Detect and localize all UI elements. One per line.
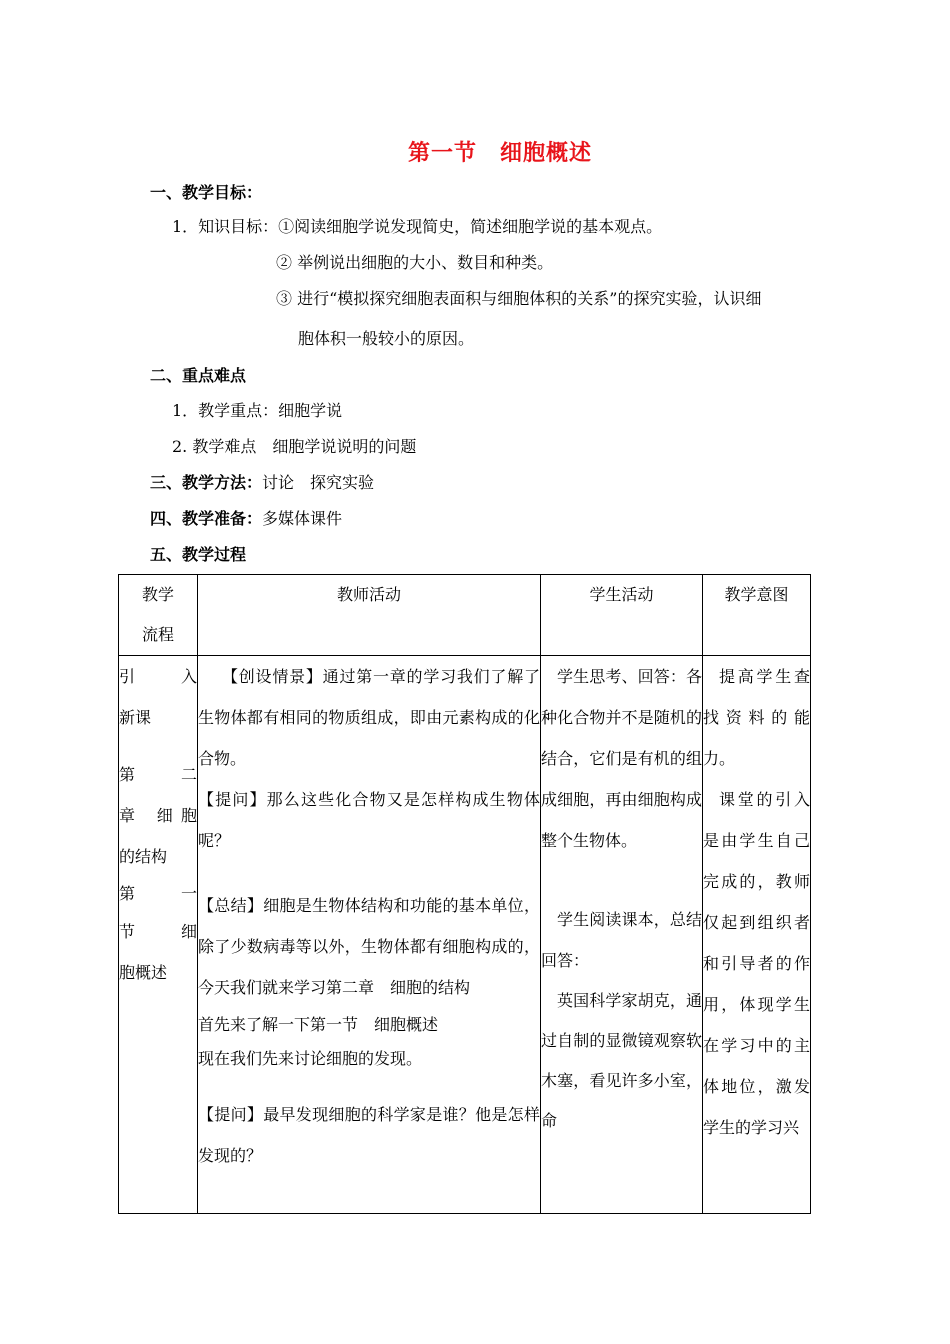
methods-value: 讨论 探究实验: [262, 473, 375, 492]
header-flow-line-1: 教学: [141, 585, 174, 604]
student-paragraph: 学生思考、回答：各种化合物并不是随机的结合，它们是有机的组成细胞，再由细胞构成整个生物体。: [541, 667, 702, 850]
header-flow-line-2: 流程: [141, 625, 174, 644]
flow-line: 胞概述: [119, 963, 168, 982]
student-paragraph: 学生阅读课本，总结回答：: [541, 910, 702, 970]
teacher-paragraph: 【总结】细胞是生物体结构和功能的基本单位，除了少数病毒等以外，生物体都有细胞构成的，今天我们就来学习第二章 细胞的结构: [198, 896, 540, 997]
teacher-paragraph: 首先来了解一下第一节 细胞概述: [198, 1015, 439, 1034]
flow-line: 章 细胞: [119, 806, 197, 825]
page-title: 第一节 细胞概述: [407, 141, 592, 166]
teacher-paragraph: 【提问】最早发现细胞的科学家是谁？他是怎样发现的？: [198, 1105, 540, 1165]
flow-line: 新课: [119, 708, 152, 727]
table-header-row: [119, 575, 811, 656]
teacher-paragraph: 【创设情景】通过第一章的学习我们了解了生物体都有相同的物质组成，即由元素构成的化合物。: [198, 667, 540, 768]
flow-line: 引 入: [119, 667, 197, 686]
flow-cell: [119, 656, 198, 1214]
objective-line-2: ② 举例说出细胞的大小、数目和种类。: [276, 253, 554, 272]
header-intent: 教学意图: [703, 575, 811, 656]
section-heading-keypoints: 二、重点难点: [150, 366, 247, 385]
teacher-paragraph: 【提问】那么这些化合物又是怎样构成生物体呢？: [198, 790, 540, 850]
objective-line-4: 胞体积一般较小的原因。: [298, 329, 475, 348]
keypoint-line-1: 1．教学重点：细胞学说: [172, 401, 343, 420]
flow-line: 的结构: [119, 847, 168, 866]
header-student: 学生活动: [541, 575, 703, 656]
header-teacher: 教师活动: [198, 575, 541, 656]
student-paragraph: 英国科学家胡克，通过自制的显微镜观察软木塞，看见许多小室，命: [541, 991, 702, 1130]
objective-line-3: ③ 进行“模拟探究细胞表面积与细胞体积的关系”的探究实验，认识细: [276, 289, 762, 308]
student-activity-cell: [541, 656, 703, 1214]
teacher-paragraph: 现在我们先来讨论细胞的发现。: [198, 1049, 423, 1068]
flow-line: 第 一: [119, 884, 197, 903]
section-heading-objectives: 一、教学目标：: [150, 183, 263, 202]
section-heading-process: 五、教学过程: [150, 545, 247, 564]
keypoint-line-2: 2. 教学难点 细胞学说说明的问题: [172, 437, 417, 456]
objective-line-1: 1．知识目标：①阅读细胞学说发现简史，简述细胞学说的基本观点。: [172, 217, 663, 236]
flow-line: 第 二: [119, 765, 197, 784]
teacher-activity-cell: [198, 656, 541, 1214]
intent-paragraph: 提高学生查找资料的能力。: [703, 667, 810, 768]
preparation-value: 多媒体课件: [262, 509, 343, 528]
intent-paragraph: 课堂的引入是由学生自己完成的，教师仅起到组织者和引导者的作用，体现学生在学习中的主体地位，激发学生的学习兴: [703, 790, 810, 1137]
header-flow: [119, 575, 198, 656]
table-row-intro: [119, 656, 811, 1214]
section-preparation: [150, 506, 342, 529]
flow-line: 节 细: [119, 922, 197, 941]
section-heading-preparation: 四、教学准备：: [150, 509, 263, 528]
teaching-process-table: [118, 574, 811, 1214]
section-heading-methods: 三、教学方法：: [150, 473, 263, 492]
intent-cell: [703, 656, 811, 1214]
section-methods: [150, 470, 374, 493]
